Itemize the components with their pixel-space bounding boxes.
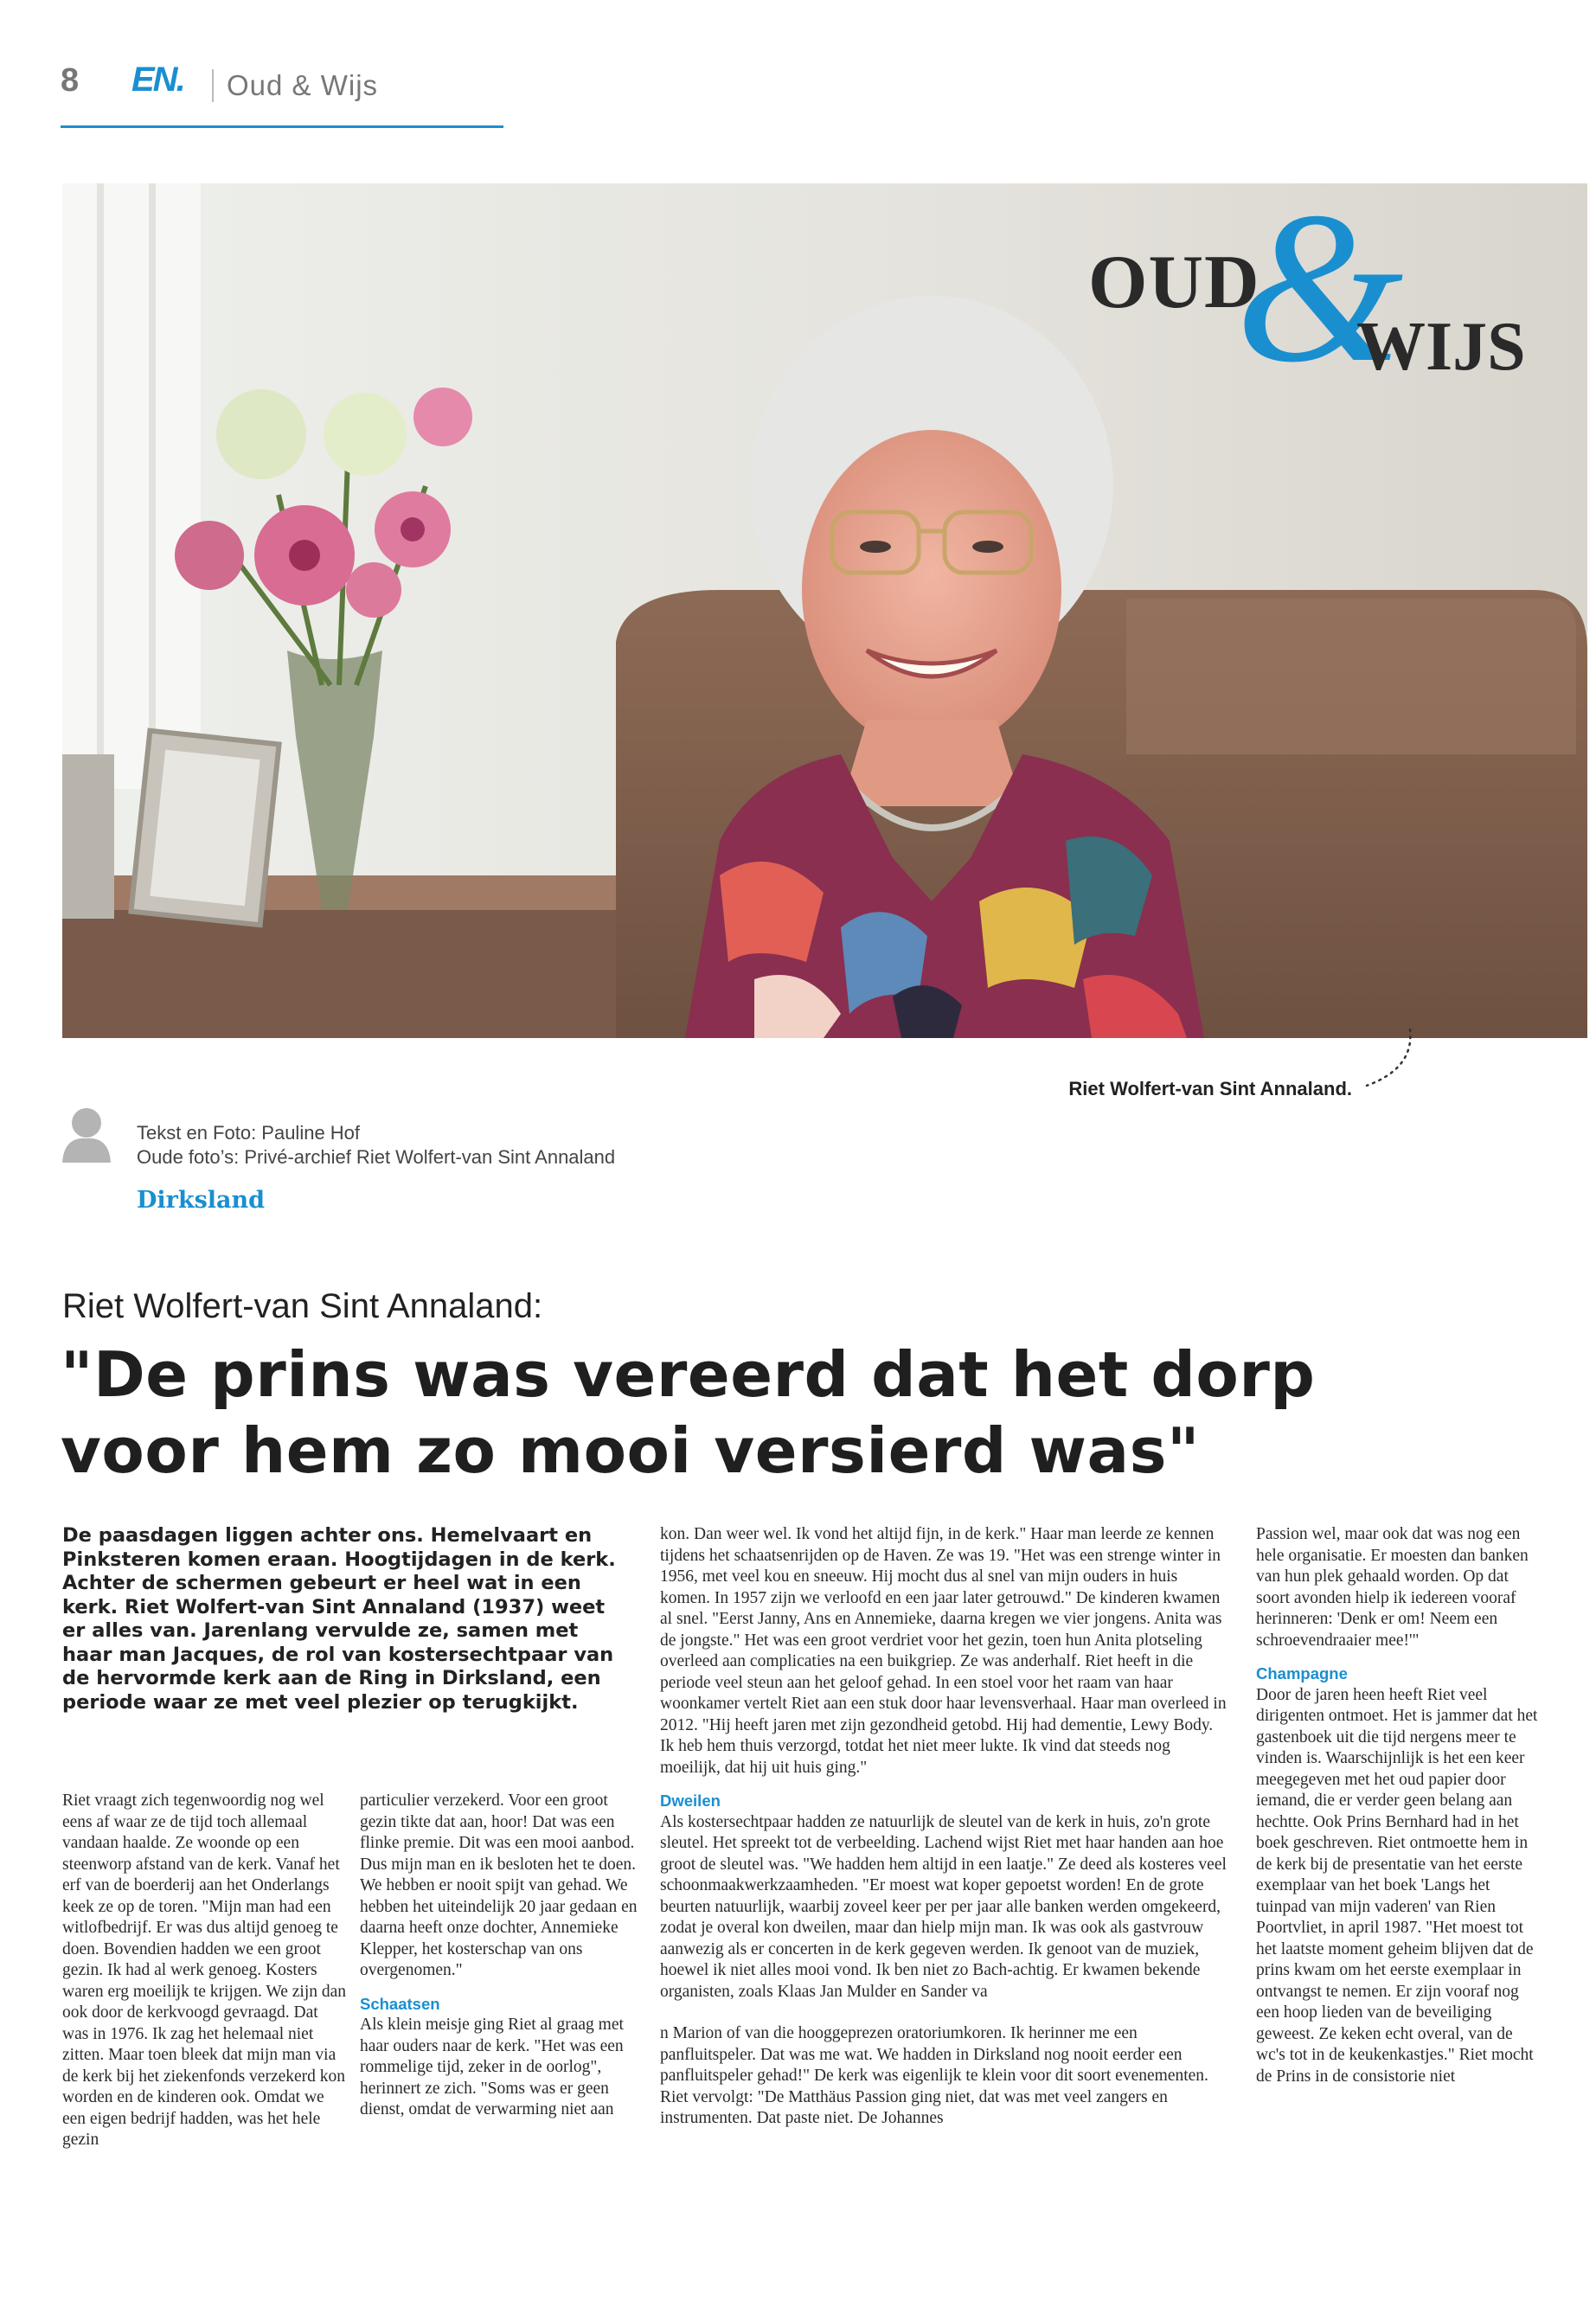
- oud-wijs-badge: [1088, 168, 1555, 431]
- subheading-schaatsen: Schaatsen: [360, 1994, 440, 2013]
- subheading-dweilen: Dweilen: [660, 1791, 721, 1810]
- caption-pointer-icon: [1362, 1025, 1414, 1090]
- paragraph: Als kostersechtpaar hadden ze natuurlijk de sleutel van de kerk in huis, zo'n grote sleutel. Het spreekt tot de verbeelding. Lachend wijst Riet met haar handen aan hoe groot de sleutel was. "We hadden hem altijd in een laatje." Ze deed als kosteres veel schoonmaakwerkzaamheden. "Er moest wat koper gepoetst worden! En de grote beurten natuurlijk, waarbij zoveel keer per per jaar alle banken werden omgekeerd, zodat je overal kon dweilen, maar dan hielp mijn man. Ik was ook als gastvrouw aanwezig als er concerten in de kerk gegeven werden. Ik genoot van de muziek, hoewel ik niet alles mooi vond. Ik ben niet zo Bach-achtig. Er kwamen bekende organisten, zoals Klaas Jan Mulder en Sander va: [660, 1812, 1227, 2001]
- en-logo: EN.: [131, 61, 184, 99]
- page-number: 8: [61, 62, 80, 99]
- author-avatar-icon: [61, 1106, 112, 1163]
- badge-ampersand: &: [1235, 168, 1404, 407]
- photo-caption: Riet Wolfert-van Sint Annaland.: [1068, 1078, 1352, 1099]
- body-column-2: [360, 1791, 645, 2121]
- badge-wijs: WIJS: [1356, 309, 1526, 385]
- header-rule: [61, 125, 503, 128]
- paragraph: particulier verzekerd. Voor een groot gezin tikte dat aan, hoor! Dat was een flinke premie. Dit was een mooi aanbod. Dus mijn man en ik besloten het te doen. We hebben er nooit spijt van gehad. We hebben het uiteindelijk 20 jaar gedaan en daarna heeft onze dochter, Annemieke Klepper, het kosterschap van ons overgenomen.": [360, 1791, 638, 1979]
- article-kicker: Riet Wolfert-van Sint Annaland:: [62, 1287, 543, 1325]
- location-tag: Dirksland: [137, 1187, 266, 1214]
- paragraph: n Marion of van die hooggeprezen oratoriumkoren. Ik herinner me een panfluitspeler. Dat was me wat. We hadden in Dirksland nog nooit eerder een panfluitspeler gehad!" De kerk was eigenlijk te klein voor dit soort evenementen. Riet vervolgt: "De Matthäus Passion ging niet, dat was met veel zangers en instrumenten. Dat paste niet. De Johannes: [660, 2024, 1208, 2127]
- subheading-champagne: Champagne: [1256, 1664, 1348, 1682]
- paragraph: Riet vraagt zich tegenwoordig nog wel eens af waar ze de tijd toch allemaal vandaan haalde. Ze woonde op een steenworp afstand van de kerk. Vanaf het erf van de boerderij aan het Onderlangs keek ze op de toren. "Mijn man had een witlofbedrijf. Er was dus altijd genoeg te doen. Bovendien hadden we een groot gezin. Ik had al werk genoeg. Kosters waren erg moeilijk te krijgen. We zijn dan ook door de kerkvoogd gevraagd. Dat was in 1976. Ik zag het helemaal niet zitten. Maar toen bleek dat mijn man via de kerk bij het ziekenfonds verzekerd kon worden en de kinderen ook. Omdat we een eigen bedrijf hadden, was het hele gezin: [62, 1791, 347, 2149]
- paragraph: Als klein meisje ging Riet al graag met haar ouders naar de kerk. "Het was een rommelige tijd, zeker in de oorlog", herinnert ze zich. "Soms was er geen dienst, omdat de verwarming niet aan: [360, 2016, 624, 2118]
- body-column-4: [1256, 1524, 1542, 2087]
- paragraph: kon. Dan weer wel. Ik vond het altijd fijn, in de kerk." Haar man leerde ze kennen tijdens het schaatsenrijden op de Haven. Ze was 19. "Het was een strenge winter in 1956, met veel kou en sneeuw. Hij mocht dus al snel van mijn ouders in huis komen. In 1957 zijn we verloofd en een jaar later getrouwd." De kinderen kwamen al snel. "Eerst Janny, Ans en Annemieke, daarna kregen we vier jongens. Anita was de jongste." Het was een groot verdriet voor het gezin, toen hun Anita plotseling overleed aan complicaties na een buikgriep. Ze was anderhalf. Riet heeft in die periode veel steun aan het geloof gehad. In een stoel voor het raam van haar woonkamer vertelt Riet aan een stuk door haar levensverhaal. Haar man overleed in 2012. "Hij heeft jaren met zijn gezondheid getobd. Hij had dementie, Lewy Body. Ik heb hem thuis verzorgd, totdat het niet meer lukte. Ik vind dat steeds nog moeilijk, dat hij uit huis ging.": [660, 1525, 1227, 1777]
- credit-text-photo: Tekst en Foto: Pauline Hof: [137, 1122, 361, 1144]
- article-intro: De paasdagen liggen achter ons. Hemelvaart en Pinksteren komen eraan. Hoogtijdagen in de kerk. Achter de schermen gebeurt er heel wat in een kerk. Riet Wolfert-van Sint Annaland (1937) weet er alles van. Jarenlang vervulde ze, samen met haar man Jacques, de rol van kostersechtpaar van de hervormde kerk aan de Ring in Dirksland, een periode waar ze met veel plezier op terugkijkt.: [62, 1524, 616, 1714]
- body-column-3: [660, 1524, 1229, 2130]
- article-headline: "De prins was vereerd dat het dorp voor hem zo mooi versierd was": [61, 1338, 1316, 1487]
- badge-oud: OUD: [1088, 240, 1260, 324]
- paragraph: Passion wel, maar ook dat was nog een hele organisatie. Er moesten dan banken van hun plek gehaald worden. Op dat soort avonden hielp ik iedereen vooraf herinneren: 'Denk er om! Neem een schroevendraaier mee!'": [1256, 1525, 1529, 1650]
- body-column-1: [62, 1791, 348, 2151]
- paragraph: Door de jaren heen heeft Riet veel dirigenten ontmoet. Het is jammer dat het gastenboek uit die tijd nergens meer te vinden is. Waarschijnlijk is het een keer meegegeven met het oud papier door iemand, die er verder geen belang aan hechtte. Ook Prins Bernhard had in het boek geschreven. Riet ontmoette hem in de kerk bij de presentatie van het eerste exemplaar van het boek 'Langs het tuinpad van mijn vaderen' van Rien Poortvliet, in april 1987. "Het moest tot het laatste moment geheim blijven dat de prins kwam om het eerste exemplaar in ontvangst te nemen. Er zijn vooraf nog een hoop lieden van de beveiliging geweest. Ze keken echt overal, van de wc's tot in de keukenkastjes." Riet mocht de Prins in de consistorie niet: [1256, 1685, 1538, 2086]
- section-title: Oud & Wijs: [227, 69, 379, 101]
- credit-old-photos: Oude foto’s: Privé-archief Riet Wolfert-van Sint Annaland: [137, 1146, 616, 1168]
- header-separator: [212, 69, 214, 102]
